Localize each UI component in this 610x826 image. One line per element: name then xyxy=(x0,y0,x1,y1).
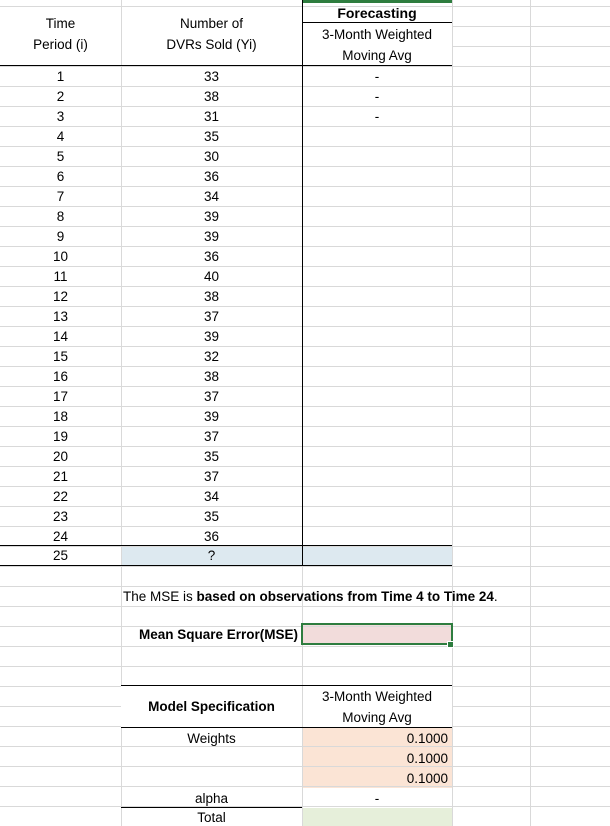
time-period-cell[interactable]: 21 xyxy=(52,468,69,484)
time-period-cell[interactable]: 23 xyxy=(52,508,69,524)
dvrs-sold-cell[interactable]: 30 xyxy=(203,148,220,164)
grid-row-line xyxy=(0,606,610,607)
grid-row-line xyxy=(0,666,610,667)
dvrs-sold-cell[interactable]: 39 xyxy=(203,228,220,244)
mse-note xyxy=(119,586,599,606)
dvrs-sold-header: Number of DVRs Sold (Yi) xyxy=(166,16,257,52)
dvrs-sold-cell[interactable]: 36 xyxy=(203,248,220,264)
model-spec-column-header: 3-Month Weighted Moving Avg xyxy=(321,688,433,725)
dvrs-sold-cell[interactable]: 34 xyxy=(203,188,220,204)
time-period-cell[interactable]: 10 xyxy=(52,248,69,264)
forecast-cell[interactable]: - xyxy=(374,68,380,84)
model-spec-label[interactable]: Model Specification xyxy=(148,699,275,714)
dvrs-sold-cell[interactable]: 37 xyxy=(203,388,220,404)
dvrs-sold-cell[interactable]: 37 xyxy=(203,308,220,324)
dvrs-sold-cell[interactable]: 31 xyxy=(203,108,220,124)
grid-column-line xyxy=(530,0,531,826)
dvrs-sold-cell[interactable]: 38 xyxy=(203,288,220,304)
total-value[interactable] xyxy=(302,808,452,826)
weight-value-cell[interactable]: 0.1000 xyxy=(406,770,448,786)
time-period-cell[interactable]: 4 xyxy=(56,128,65,144)
weight-value-cell[interactable]: 0.1000 xyxy=(406,750,448,766)
dvrs-sold-cell[interactable]: 40 xyxy=(203,268,220,284)
time-period-cell[interactable]: 1 xyxy=(56,68,65,84)
dvrs-sold-cell[interactable]: 39 xyxy=(203,408,220,424)
time-period-cell[interactable]: 3 xyxy=(56,108,65,124)
total-label[interactable]: Total xyxy=(197,809,226,825)
forecast-25-fill xyxy=(302,546,452,565)
time-period-cell[interactable]: 18 xyxy=(52,408,69,424)
forecasting-header[interactable]: Forecasting xyxy=(337,4,417,21)
grid-column-line xyxy=(452,0,453,826)
time-period-cell[interactable]: 8 xyxy=(56,208,65,224)
time-period-cell[interactable]: 2 xyxy=(56,88,65,104)
forecasting-header-top xyxy=(302,0,452,3)
time-period-cell[interactable]: 17 xyxy=(52,388,69,404)
forecast-cell[interactable]: - xyxy=(374,88,380,104)
dvrs-sold-cell[interactable]: 35 xyxy=(203,128,220,144)
dvrs-sold-cell[interactable]: 35 xyxy=(203,508,220,524)
mse-note-suffix: . xyxy=(493,588,498,604)
weights-label[interactable]: Weights xyxy=(187,730,236,746)
time-period-cell[interactable]: 20 xyxy=(52,448,69,464)
time-period-cell[interactable]: 12 xyxy=(52,288,69,304)
alpha-value[interactable]: - xyxy=(374,790,380,806)
row-25-bottom xyxy=(0,565,452,566)
dvrs-sold-cell[interactable]: 37 xyxy=(203,428,220,444)
forecast-cell[interactable]: - xyxy=(374,108,380,124)
time-period-cell[interactable]: 19 xyxy=(52,428,69,444)
time-period-cell[interactable]: 6 xyxy=(56,168,65,184)
grid-row-line xyxy=(0,566,610,567)
time-period-cell[interactable]: 11 xyxy=(53,268,68,284)
time-period-cell[interactable]: 24 xyxy=(52,528,69,544)
time-period-cell[interactable]: 13 xyxy=(52,308,69,324)
dvrs-sold-cell[interactable]: 36 xyxy=(203,528,220,544)
time-period-cell[interactable]: 14 xyxy=(52,328,69,344)
mse-label[interactable]: Mean Square Error(MSE) xyxy=(138,626,298,642)
weight-value-cell[interactable]: 0.1000 xyxy=(406,730,448,746)
time-period-cell[interactable]: 9 xyxy=(56,228,65,244)
dvrs-sold-cell[interactable]: ? xyxy=(207,548,216,563)
alpha-label[interactable]: alpha xyxy=(194,790,229,806)
dvrs-sold-cell[interactable]: 38 xyxy=(203,368,220,384)
time-period-cell[interactable]: 7 xyxy=(56,188,65,204)
time-period-cell[interactable]: 15 xyxy=(52,348,69,364)
mse-value-cell[interactable] xyxy=(301,623,453,645)
time-period-header: Time Period (i) xyxy=(33,16,88,52)
forecasting-header-underline xyxy=(302,22,452,23)
dvrs-sold-cell[interactable]: 38 xyxy=(203,88,220,104)
dvrs-sold-cell[interactable]: 35 xyxy=(203,448,220,464)
time-period-cell[interactable]: 22 xyxy=(52,488,69,504)
dvrs-sold-cell[interactable]: 33 xyxy=(203,68,220,84)
dvrs-sold-cell[interactable]: 34 xyxy=(203,488,220,504)
mse-note-prefix: The MSE is xyxy=(123,588,197,604)
time-period-cell[interactable]: 16 xyxy=(52,368,69,384)
fill-handle[interactable] xyxy=(447,641,454,648)
dvrs-sold-cell[interactable]: 37 xyxy=(203,468,220,484)
dvrs-sold-cell[interactable]: 39 xyxy=(203,328,220,344)
time-period-cell[interactable]: 25 xyxy=(52,548,69,563)
forecast-column-header: 3-Month Weighted Moving Avg xyxy=(321,27,433,63)
mse-note-bold: based on observations from Time 4 to Time 24 xyxy=(196,588,494,604)
dvrs-sold-cell[interactable]: 36 xyxy=(203,168,220,184)
time-period-cell[interactable]: 5 xyxy=(56,148,65,164)
dvrs-sold-cell[interactable]: 39 xyxy=(203,208,220,224)
dvrs-sold-cell[interactable]: 32 xyxy=(203,348,220,364)
grid-row-line xyxy=(0,646,610,647)
